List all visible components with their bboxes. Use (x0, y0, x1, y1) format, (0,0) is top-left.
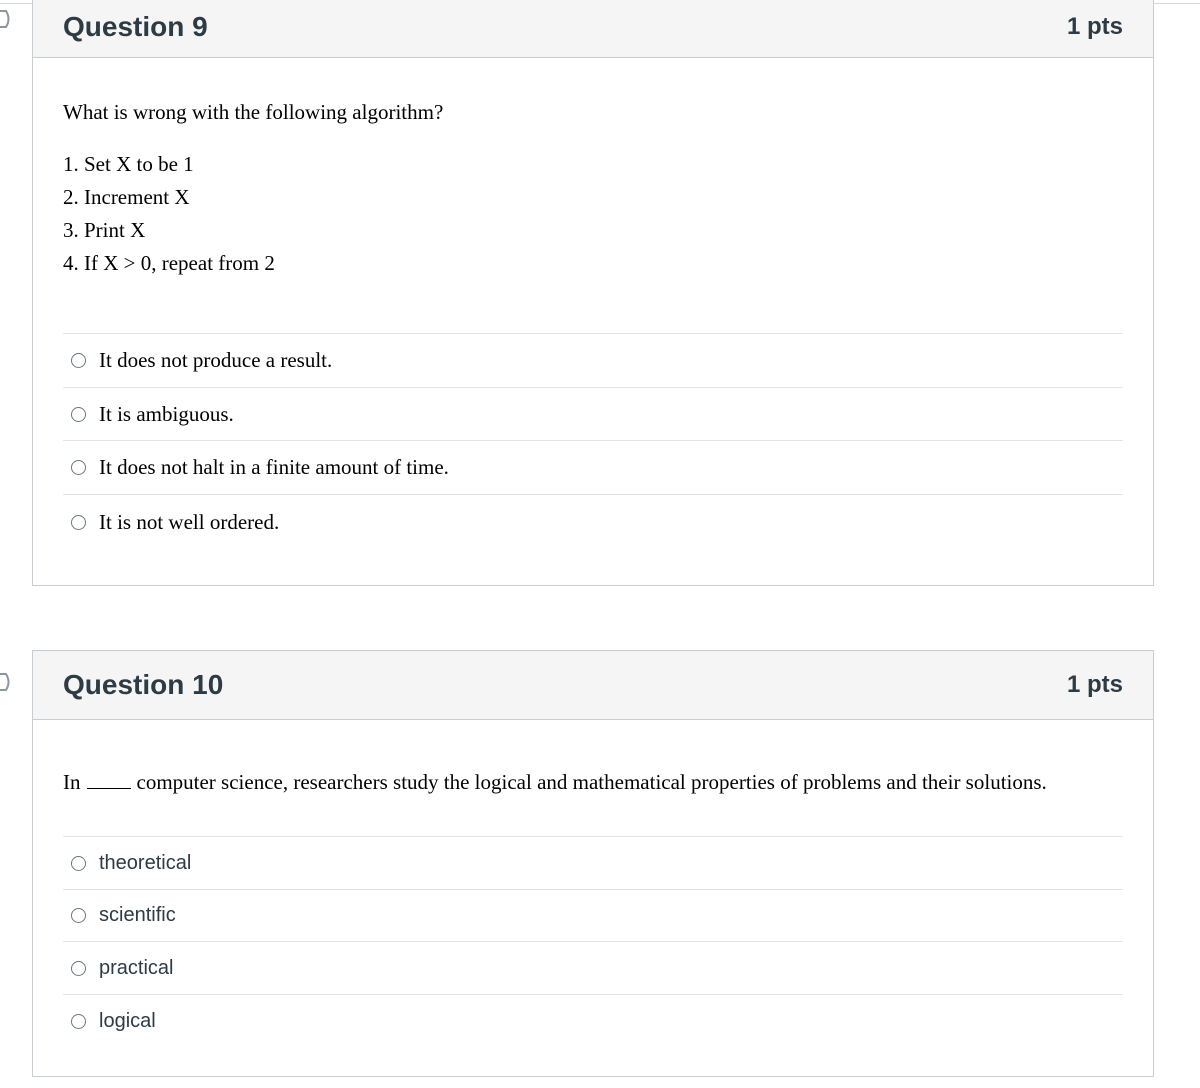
radio-button[interactable] (71, 1014, 86, 1029)
question-body (33, 766, 1153, 1048)
answer-option[interactable] (63, 942, 1123, 995)
fill-in-blank (87, 772, 131, 789)
question-points: 1 pts (1066, 13, 1123, 40)
answer-option[interactable] (63, 441, 1123, 495)
algorithm-step: 1. Set X to be 1 (63, 152, 194, 176)
radio-button[interactable] (71, 460, 86, 475)
question-points: 1 pts (1066, 671, 1123, 698)
prompt-text: In (63, 770, 81, 794)
question-9-card (32, 0, 1154, 586)
answer-option[interactable] (63, 837, 1123, 890)
radio-button[interactable] (71, 961, 86, 976)
question-10-card (32, 650, 1154, 1077)
answer-label[interactable]: It does not produce a result. (99, 348, 333, 372)
question-prompt (63, 766, 1123, 799)
answer-label[interactable]: It is not well ordered. (99, 509, 280, 534)
answer-option[interactable] (63, 334, 1123, 388)
answer-label[interactable]: theoretical (99, 851, 192, 874)
answer-option[interactable] (63, 995, 1123, 1048)
answer-label[interactable]: practical (99, 956, 174, 979)
radio-button[interactable] (71, 353, 86, 368)
answer-option[interactable] (63, 495, 1123, 549)
question-title: Question 10 (63, 669, 224, 700)
algorithm-steps (63, 148, 1123, 280)
answer-label[interactable]: scientific (99, 904, 176, 926)
prompt-text: computer science, researchers study the logical and mathematical properties of problems and their solutions. (136, 770, 1047, 794)
answer-label[interactable]: logical (99, 1010, 156, 1032)
answer-list (63, 333, 1123, 549)
question-body (33, 96, 1153, 549)
flag-question-icon[interactable] (0, 671, 16, 693)
question-prompt: What is wrong with the following algorithm? (63, 100, 444, 124)
algorithm-step: 2. Increment X (63, 185, 190, 209)
radio-button[interactable] (71, 908, 86, 923)
answer-option[interactable] (63, 890, 1123, 942)
answer-option[interactable] (63, 388, 1123, 441)
question-title: Question 9 (63, 11, 208, 42)
answer-label[interactable]: It is ambiguous. (99, 401, 234, 426)
answer-list (63, 836, 1123, 1048)
algorithm-step: 4. If X > 0, repeat from 2 (63, 251, 275, 275)
question-header (33, 0, 1153, 58)
radio-button[interactable] (71, 407, 86, 422)
flag-question-icon[interactable] (0, 8, 16, 30)
radio-button[interactable] (71, 515, 86, 530)
question-header (33, 651, 1153, 720)
answer-label[interactable]: It does not halt in a finite amount of time. (99, 455, 449, 479)
radio-button[interactable] (71, 856, 86, 871)
algorithm-step: 3. Print X (63, 218, 146, 242)
